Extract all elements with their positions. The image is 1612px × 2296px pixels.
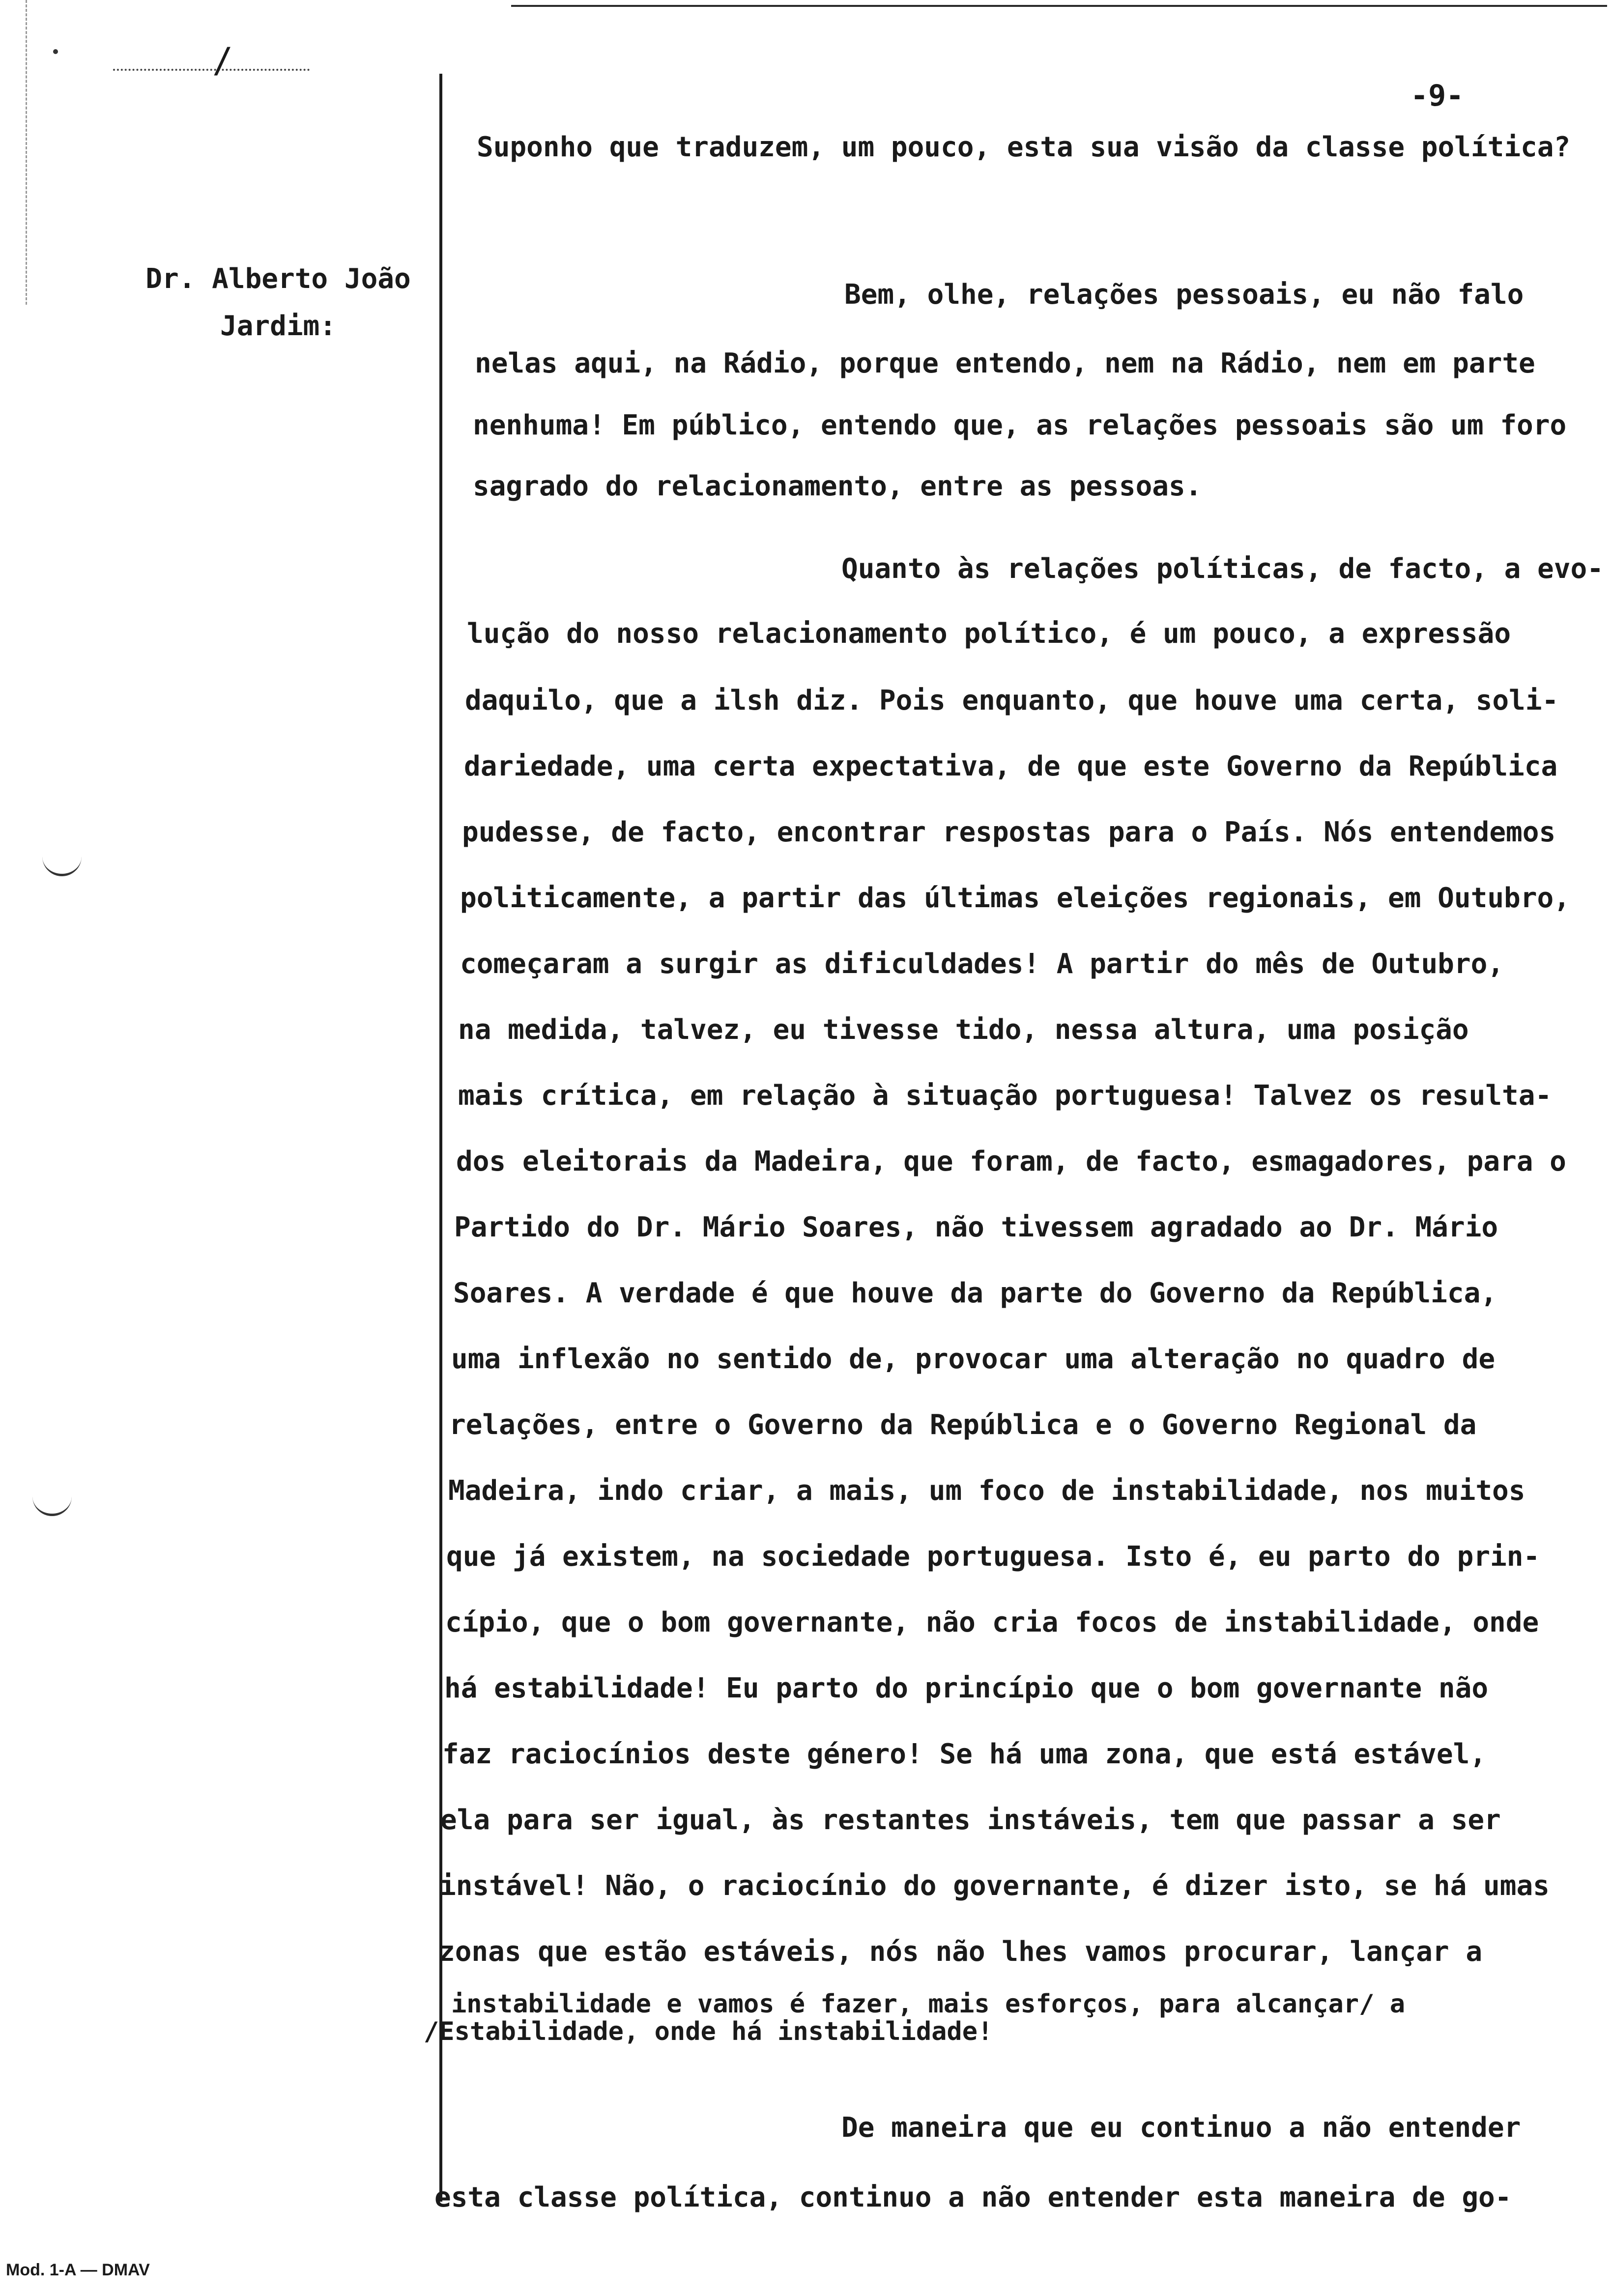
speaker-name-line-1: Dr. Alberto João <box>145 263 411 295</box>
transcript-line: instabilidade e vamos é fazer, mais esforços, para alcançar/ a <box>451 1989 1406 2019</box>
transcript-line: cípio, que o bom governante, não cria focos de instabilidade, onde <box>445 1607 1539 1638</box>
transcript-line: De maneira que eu continuo a não entender <box>841 2112 1521 2144</box>
transcript-line: politicamente, a partir das últimas eleições regionais, em Outubro, <box>460 882 1570 914</box>
transcript-line: /Estabilidade, onde há instabilidade! <box>424 2017 993 2046</box>
transcript-line: daquilo, que a ilsh diz. Pois enquanto, que houve uma certa, soli- <box>465 685 1559 717</box>
transcript-line: Suponho que traduzem, um pouco, esta sua visão da classe política? <box>477 131 1571 163</box>
transcript-line: há estabilidade! Eu parto do princípio que o bom governante não <box>444 1672 1489 1704</box>
transcript-line: dos eleitorais da Madeira, que foram, de facto, esmagadores, para o <box>456 1146 1566 1177</box>
transcript-line: nelas aqui, na Rádio, porque entendo, nem na Rádio, nem em parte <box>475 347 1535 379</box>
left-edge-mark <box>26 0 27 305</box>
transcript-line: nenhuma! Em público, entendo que, as relações pessoais são um foro <box>473 409 1567 441</box>
transcript-line: uma inflexão no sentido de, provocar uma alteração no quadro de <box>451 1343 1496 1375</box>
form-code: Mod. 1-A — DMAV <box>6 2261 150 2279</box>
transcript-line: dariedade, uma certa expectativa, de que este Governo da República <box>464 750 1558 782</box>
transcript-line: instável! Não, o raciocínio do governante, é dizer isto, se há umas <box>439 1870 1550 1902</box>
transcript-line: que já existem, na sociedade portuguesa. Isto é, eu parto do prin- <box>446 1541 1540 1573</box>
page-number: -9- <box>1410 79 1464 113</box>
transcript-line: ela para ser igual, às restantes instáveis, tem que passar a ser <box>440 1804 1501 1836</box>
transcript-line: Quanto às relações políticas, de facto, a evo- <box>841 553 1604 585</box>
transcript-line: pudesse, de facto, encontrar respostas para o País. Nós entendemos <box>462 816 1556 848</box>
transcript-line: Madeira, indo criar, a mais, um foco de instabilidade, nos muitos <box>448 1475 1526 1507</box>
speaker-name-line-2: Jardim: <box>220 310 336 342</box>
transcript-line: relações, entre o Governo da República e o Governo Regional da <box>449 1409 1477 1441</box>
transcript-line: começaram a surgir as dificuldades! A partir do mês de Outubro, <box>460 948 1504 980</box>
punch-hole-mark <box>32 1484 72 1516</box>
transcript-line: esta classe política, continuo a não entender esta maneira de go- <box>434 2181 1512 2213</box>
transcript-line: mais crítica, em relação à situação portuguesa! Talvez os resulta- <box>458 1080 1552 1112</box>
punch-hole-mark <box>42 844 82 876</box>
top-rule <box>511 5 1607 7</box>
transcript-line: zonas que estão estáveis, nós não lhes vamos procurar, lançar a <box>438 1936 1483 1968</box>
field-mark: / <box>212 40 233 81</box>
transcript-line: lução do nosso relacionamento político, é um pouco, a expressão <box>467 618 1511 650</box>
transcript-line: Bem, olhe, relações pessoais, eu não falo <box>844 279 1524 311</box>
transcript-line: Soares. A verdade é que houve da parte do Governo da República, <box>453 1277 1497 1309</box>
bullet-dot <box>53 49 58 54</box>
transcript-line: Partido do Dr. Mário Soares, não tivessem agradado ao Dr. Mário <box>454 1211 1498 1243</box>
speaker-label <box>136 256 421 350</box>
transcript-line: sagrado do relacionamento, entre as pessoas. <box>473 470 1202 502</box>
transcript-line: faz raciocínios deste género! Se há uma zona, que está estável, <box>442 1738 1487 1770</box>
transcript-line: na medida, talvez, eu tivesse tido, nessa altura, uma posição <box>458 1014 1469 1046</box>
dotted-field-line <box>113 69 310 71</box>
